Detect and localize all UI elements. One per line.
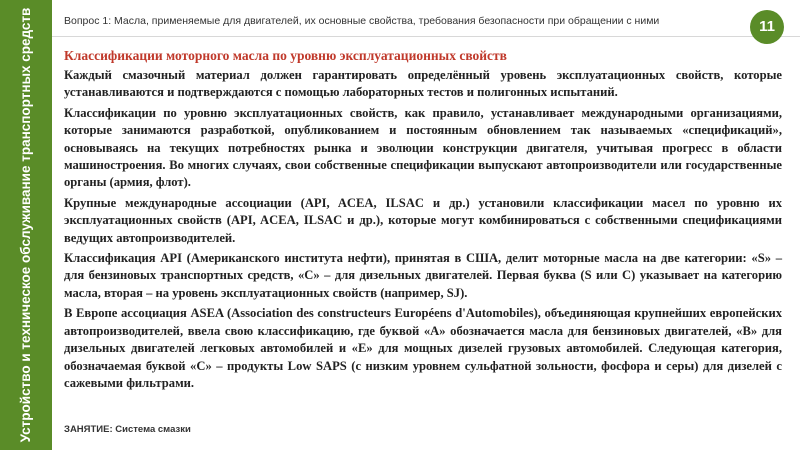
sidebar: [0, 0, 52, 450]
main-content: [64, 47, 782, 395]
sidebar-title: Устройство и техническое обслуживание транспортных средств: [18, 7, 33, 443]
section-heading: Классификации моторного масла по уровню эксплуатационных свойств: [64, 48, 507, 63]
slide-number-badge: 11: [750, 10, 784, 44]
paragraph-3: Крупные международные ассоциации (API, ACEA, ILSAC и др.) установили классификации масел по уровню их эксплуатационных свойств (API, ACEA, ILSAC и др.), которые могут комбинироваться с собственными спецификациями ведущих автопроизводителей.: [64, 195, 782, 245]
paragraph-2: Классификации по уровню эксплуатационных свойств, как правило, устанавливает международными организациями, которые занимаются разработкой, опубликованием и постоянным обновлением так называемых «спецификаций», основываясь на текущих потребностях рынка и эволюции конструкции двигателя, учитывая прогресс в области машиностроения. Во многих случаях, свои собственные спецификации выпускают автопроизводители или государственные органы (армия, флот).: [64, 105, 782, 190]
footer-label: ЗАНЯТИЕ: Система смазки: [64, 424, 191, 435]
header-divider: [52, 36, 800, 37]
paragraph-5: В Европе ассоциация ASEA (Association des constructeurs Européens d'Automobiles), объединяющая крупнейших европейских автопроизводителей, ввела свою классификацию, где буквой «А» обозначается масла для бензиновых двигателей, «В» для дизельных двигателей легковых автомобилей и «Е» для мощных дизелей грузовых автомобилей. Следующая категория, обозначаемая буквой «С» – продукты Low SAPS (с низким уровнем сульфатной зольности, фосфора и серы) для дизелей с сажевыми фильтрами.: [64, 306, 782, 390]
question-header: Вопрос 1: Масла, применяемые для двигателей, их основные свойства, требования безопасности при обращении с ними: [64, 15, 660, 27]
paragraph-4: Классификация API (Американского института нефти), принятая в США, делит моторные масла на две категории: «S» – для бензиновых транспортных средств, «С» – для дизельных двигателей. Первая буква (S или C) указывает на категорию масла, вторая – на уровень эксплуатационных свойств (например, SJ).: [64, 251, 782, 300]
paragraph-1: Каждый смазочный материал должен гарантировать определённый уровень эксплуатационных свойств, которые устанавливаются и подтверждаются с помощью лабораторных тестов и полигонных испытаний.: [64, 68, 782, 100]
